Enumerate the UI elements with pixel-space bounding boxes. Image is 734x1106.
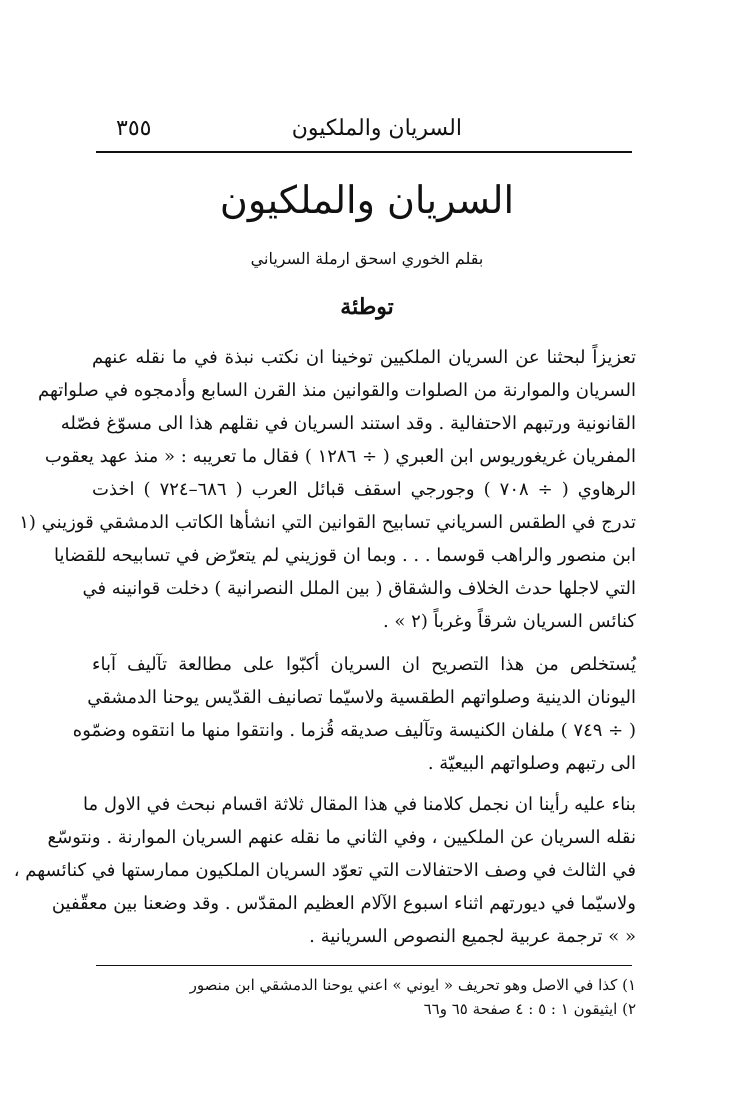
running-title: السريان والملكيون	[291, 116, 462, 141]
body-line: القانونية ورتبهم الاحتفالية . وقد استند السريان في نقلهم هذا الى مسوّغ فصّله	[60, 413, 636, 434]
body-line: في الثالث في وصف الاحتفالات التي تعوّد السريان الملكيون ممارستها في كنائسهم ،	[13, 860, 636, 881]
byline: بقلم الخوري اسحق ارملة السرياني	[250, 249, 484, 268]
article-title: السريان والملكيون	[219, 178, 515, 222]
body-line: يُستخلص من هذا التصريح ان السريان أكبّوا على مطالعة تآليف آباء	[92, 654, 636, 675]
body-line: كنائس السريان شرقاً وغرباً (٢ » .	[382, 611, 636, 632]
body-line: ( ÷ ٧٤٩ ) ملفان الكنيسة وتآليف صديقه قُزما . وانتقوا منها ما انتقوه وضمّوه	[72, 720, 636, 741]
footnote: ١) كذا في الاصل وهو تحريف « ايوني » اعني يوحنا الدمشقي ابن منصور	[189, 976, 636, 994]
page-number: ٣٥٥	[116, 116, 152, 141]
body-line: « » ترجمة عربية لجميع النصوص السريانية .	[309, 926, 636, 947]
body-line: الرهاوي ( ÷ ٧٠٨ ) وجورجي اسقف قبائل العرب ( ٦٨٦–٧٢٤ ) اخذت	[92, 479, 636, 500]
header-rule	[96, 151, 632, 153]
body-line: السريان والموارنة من الصلوات والقوانين منذ القرن السابع وأدمجوه في صلواتهم	[37, 380, 636, 401]
body-line: التي لاجلها حدث الخلاف والشقاق ( بين الملل النصرانية ) دخلت قوانينه في	[82, 578, 636, 599]
body-line: تدرج في الطقس السرياني تسابيح القوانين التي انشأها الكاتب الدمشقي قوزيني (١	[19, 512, 636, 533]
body-line: ابن منصور والراهب قوسما . . . وبما ان قوزيني لم يتعرّض في تسابيحه للقضايا	[54, 545, 636, 566]
body-line: بناء عليه رأينا ان نجمل كلامنا في هذا المقال ثلاثة اقسام نبحث في الاول ما	[83, 794, 636, 815]
body-line: ولاسيّما في ديورتهم اثناء اسبوع الآلام العظيم المقدّس . وقد وضعنا بين معقّفين	[51, 893, 636, 914]
page-header	[96, 112, 632, 148]
footnote: ٢) ايثيقون ١ : ٥ : ٤ صفحة ٦٥ و٦٦	[423, 1000, 636, 1018]
footnote-rule	[96, 965, 632, 966]
body-line: تعزيزاً لبحثنا عن السريان الملكيين توخينا ان نكتب نبذة في ما نقله عنهم	[92, 347, 636, 368]
body-line: الى رتبهم وصلواتهم البيعيّة .	[427, 753, 636, 774]
section-heading: توطئة	[340, 294, 394, 320]
body-line: اليونان الدينية وصلواتهم الطقسية ولاسيّما تصانيف القدّيس يوحنا الدمشقي	[87, 687, 636, 708]
body-line: نقله السريان عن الملكيين ، وفي الثاني ما نقله عنهم السريان الموارنة . ونتوسّع	[47, 827, 636, 848]
body-line: المفريان غريغوريوس ابن العبري ( ÷ ١٢٨٦ ) فقال ما تعريبه : « منذ عهد يعقوب	[44, 446, 636, 467]
